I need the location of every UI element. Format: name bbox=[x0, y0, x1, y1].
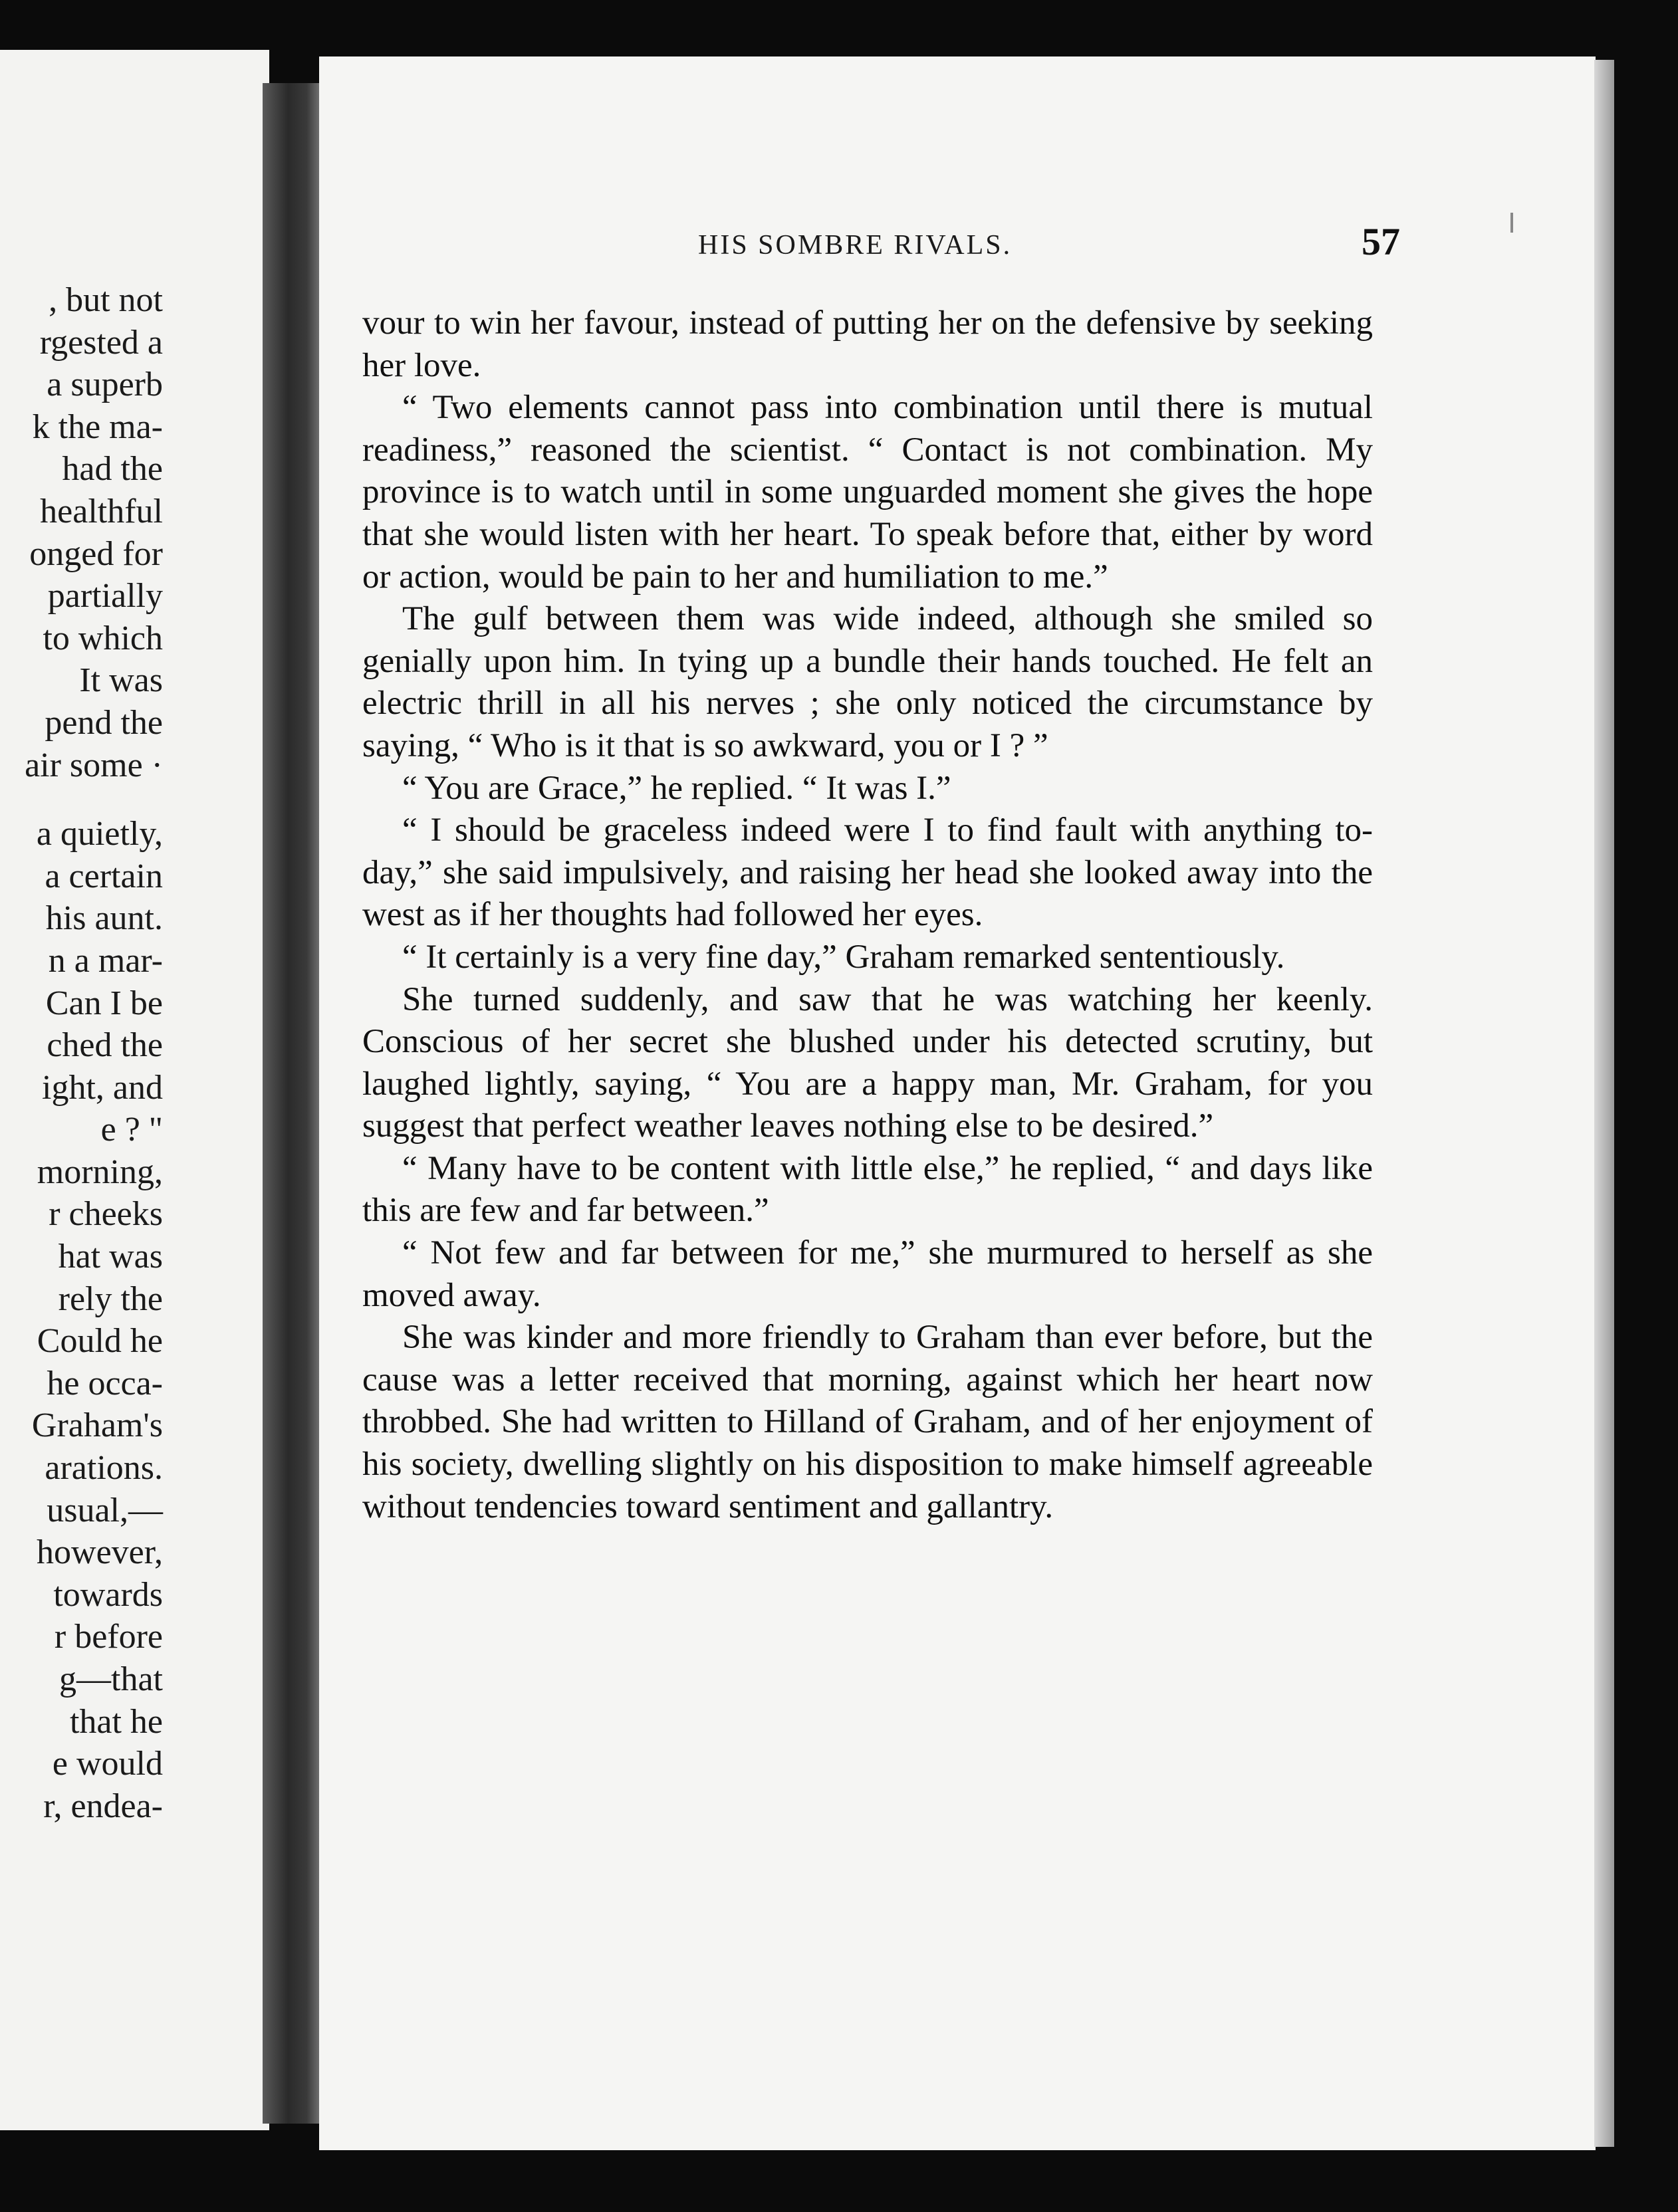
body-text bbox=[362, 302, 1373, 1528]
page-edge bbox=[1594, 60, 1614, 2147]
paragraph: “ I should be graceless indeed were I to find fault with anything to-day,” she said impulsively, and raising her head she looked away into the west as if her thoughts had followed her eyes. bbox=[362, 812, 1373, 934]
left-line: rgested a bbox=[39, 323, 163, 362]
left-line: r cheeks bbox=[49, 1195, 163, 1234]
paragraph: “ It certainly is a very fine day,” Graham remarked sententiously. bbox=[402, 938, 1285, 976]
left-line: e ? " bbox=[100, 1111, 163, 1149]
left-line: his aunt. bbox=[45, 899, 163, 938]
left-line: r before bbox=[54, 1618, 163, 1656]
left-line: onged for bbox=[29, 534, 163, 573]
left-line: usual,— bbox=[47, 1491, 163, 1529]
left-line: ight, and bbox=[42, 1068, 163, 1107]
left-line: he occa- bbox=[47, 1364, 163, 1402]
left-line: a certain bbox=[45, 857, 163, 895]
paragraph: “ You are Grace,” he replied. “ It was I.” bbox=[402, 769, 951, 807]
left-line: It was bbox=[79, 661, 163, 700]
left-line: k the ma- bbox=[32, 407, 163, 446]
left-line: e would bbox=[52, 1745, 163, 1783]
left-line: morning, bbox=[37, 1153, 163, 1191]
page-number: 57 bbox=[1362, 220, 1400, 263]
left-line: , but not bbox=[49, 281, 163, 319]
left-line: n a mar- bbox=[48, 941, 163, 980]
paragraph: “ Two elements cannot pass into combination until there is mutual readiness,” reasoned the scientist. “ Contact is not combination. My province is to watch until in some unguarded moment she gives the hope that she would listen with her heart. To speak before that, either by word or action, would be pain to her and humiliation to me.” bbox=[362, 389, 1373, 596]
left-line: ched the bbox=[47, 1026, 163, 1065]
left-line: healthful bbox=[40, 492, 163, 530]
book-gutter bbox=[263, 83, 326, 2124]
left-line: to which bbox=[43, 619, 163, 657]
scan-mark bbox=[1510, 213, 1513, 233]
left-facing-page bbox=[0, 50, 269, 2130]
left-line: Could he bbox=[37, 1322, 163, 1361]
paragraph: “ Not few and far between for me,” she murmured to herself as she moved away. bbox=[362, 1234, 1373, 1314]
left-line: rely the bbox=[58, 1279, 163, 1318]
left-line: hat was bbox=[58, 1238, 163, 1276]
left-line: partially bbox=[47, 577, 163, 615]
left-line: a quietly, bbox=[36, 815, 163, 853]
left-line: arations. bbox=[45, 1449, 163, 1488]
paragraph: She turned suddenly, and saw that he was watching her keenly. Conscious of her secret she blushed under his detected scrutiny, but laughed lightly, saying, “ You are a happy man, Mr. Graham, for you suggest that perfect weather leaves nothing else to be desired.” bbox=[362, 980, 1373, 1145]
left-line: however, bbox=[37, 1533, 163, 1572]
left-line: air some · bbox=[25, 746, 163, 784]
paragraph: She was kinder and more friendly to Graham than ever before, but the cause was a letter received that morning, against which her heart now throbbed. She had written to Hilland of Graham, and of her enjoyment of his society, dwelling slightly on his disposition to make himself agreeable without tendencies toward sentiment and gallantry. bbox=[362, 1319, 1373, 1525]
left-line: Graham's bbox=[31, 1406, 163, 1445]
running-head: HIS SOMBRE RIVALS. bbox=[698, 230, 1013, 261]
left-line: that he bbox=[69, 1702, 163, 1741]
left-page-text bbox=[0, 279, 163, 1827]
left-line: had the bbox=[62, 450, 163, 489]
paragraph: The gulf between them was wide indeed, although she smiled so genially upon him. In tying up a bundle their hands touched. He felt an electric thrill in all his nerves ; she only noticed the circumstance by saying, “ Who is it that is so awkward, you or I ? ” bbox=[362, 600, 1373, 764]
left-line-gap bbox=[0, 786, 163, 813]
left-line: pend the bbox=[45, 703, 163, 742]
left-line: towards bbox=[53, 1575, 163, 1614]
paragraph: vour to win her favour, instead of putting her on the defensive by seeking her love. bbox=[362, 304, 1373, 384]
left-line: r, endea- bbox=[43, 1787, 163, 1825]
left-line: g—that bbox=[59, 1660, 163, 1698]
paragraph: “ Many have to be content with little else,” he replied, “ and days like this are few and far between.” bbox=[362, 1149, 1373, 1230]
left-line: Can I be bbox=[45, 984, 163, 1022]
left-line: a superb bbox=[47, 366, 163, 404]
